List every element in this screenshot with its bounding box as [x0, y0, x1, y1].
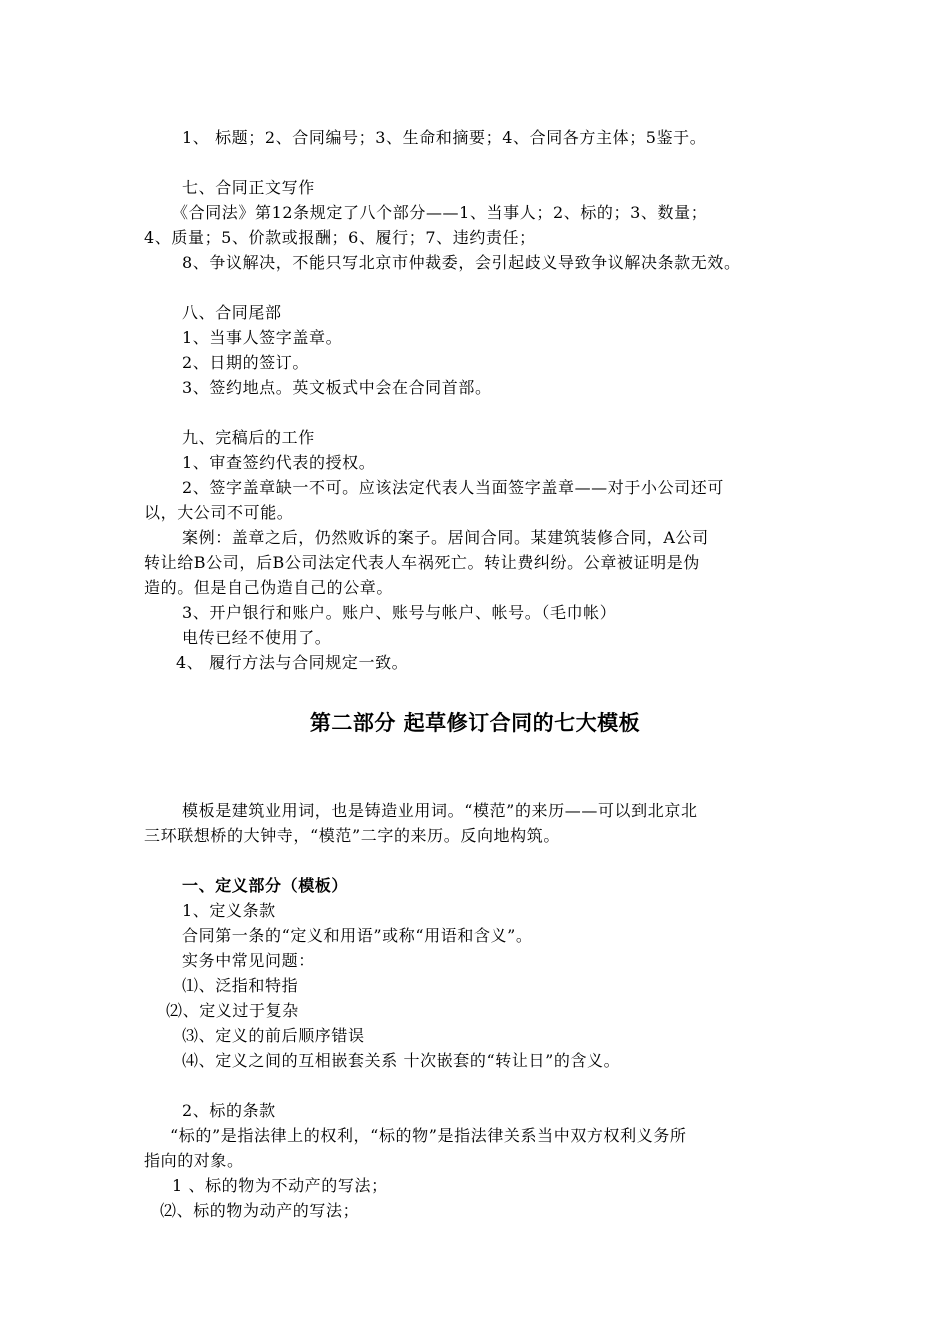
section-9-case-line-1: 案例：盖章之后，仍然败诉的案子。居间合同。某建筑装修合同，A公司: [182, 528, 709, 547]
subject-clause-desc-line-1: “标的”是指法律上的权利，“标的物”是指法律关系当中双方权利义务所: [170, 1126, 687, 1145]
section-9-item-3-note: 电传已经不使用了。: [182, 628, 332, 647]
section-7-line-3: 8、争议解决，不能只写北京市仲裁委，会引起歧义导致争议解决条款无效。: [182, 253, 741, 272]
section-9-item-2-line-2: 以，大公司不可能。: [144, 503, 294, 522]
definitions-issue-4: ⑷、定义之间的互相嵌套关系 十次嵌套的“转让日”的含义。: [182, 1051, 621, 1070]
section-9-item-1: 1、审查签约代表的授权。: [182, 453, 376, 472]
part-2-intro-line-2: 三环联想桥的大钟寺，“模范”二字的来历。反向地构筑。: [144, 826, 560, 845]
subject-clause-item-1: 1 、标的物为不动产的写法；: [172, 1176, 388, 1195]
section-9-title: 九、完稿后的工作: [182, 428, 315, 447]
definitions-issue-2: ⑵、定义过于复杂: [166, 1001, 299, 1020]
section-8-item-3: 3、签约地点。英文板式中会在合同首部。: [182, 378, 492, 397]
definitions-issue-3: ⑶、定义的前后顺序错误: [182, 1026, 365, 1045]
section-9-case-line-3: 造的。但是自己伪造自己的公章。: [144, 578, 394, 597]
section-7-line-1: 《合同法》第12条规定了八个部分——1、当事人；2、标的；3、数量；: [172, 203, 708, 222]
part-2-heading: 第二部分 起草修订合同的七大模板: [309, 710, 641, 735]
section-8-title: 八、合同尾部: [182, 303, 282, 322]
definitions-issue-1: ⑴、泛指和特指: [182, 976, 299, 995]
section-9-case-line-2: 转让给B公司，后B公司法定代表人车祸死亡。转让费纠纷。公章被证明是伪: [144, 553, 700, 572]
section-8-item-2: 2、日期的签订。: [182, 353, 309, 372]
part-2-intro-line-1: 模板是建筑业用词，也是铸造业用词。“模范”的来历——可以到北京北: [182, 801, 698, 820]
definitions-clause-title: 1、定义条款: [182, 901, 276, 920]
subject-clause-desc-line-2: 指向的对象。: [144, 1151, 244, 1170]
section-8-item-1: 1、当事人签字盖章。: [182, 328, 343, 347]
definitions-title: 一、定义部分（模板）: [182, 876, 349, 895]
header-items-line: 1、 标题；2、合同编号；3、生命和摘要；4、合同各方主体；5鉴于。: [182, 128, 707, 147]
definitions-clause-desc: 合同第一条的“定义和用语”或称“用语和含义”。: [182, 926, 533, 945]
section-7-line-2: 4、质量；5、价款或报酬；6、履行；7、违约责任；: [144, 228, 536, 247]
section-9-item-3: 3、开户银行和账户。账户、账号与帐户、帐号。（毛巾帐）: [182, 603, 617, 622]
definitions-issues-title: 实务中常见问题：: [182, 951, 315, 970]
section-7-title: 七、合同正文写作: [182, 178, 315, 197]
section-9-item-4: 4、 履行方法与合同规定一致。: [176, 653, 409, 672]
section-9-item-2-line-1: 2、签字盖章缺一不可。应该法定代表人当面签字盖章——对于小公司还可: [182, 478, 724, 497]
subject-clause-item-2: ⑵、标的物为动产的写法；: [160, 1201, 360, 1220]
subject-clause-title: 2、标的条款: [182, 1101, 276, 1120]
